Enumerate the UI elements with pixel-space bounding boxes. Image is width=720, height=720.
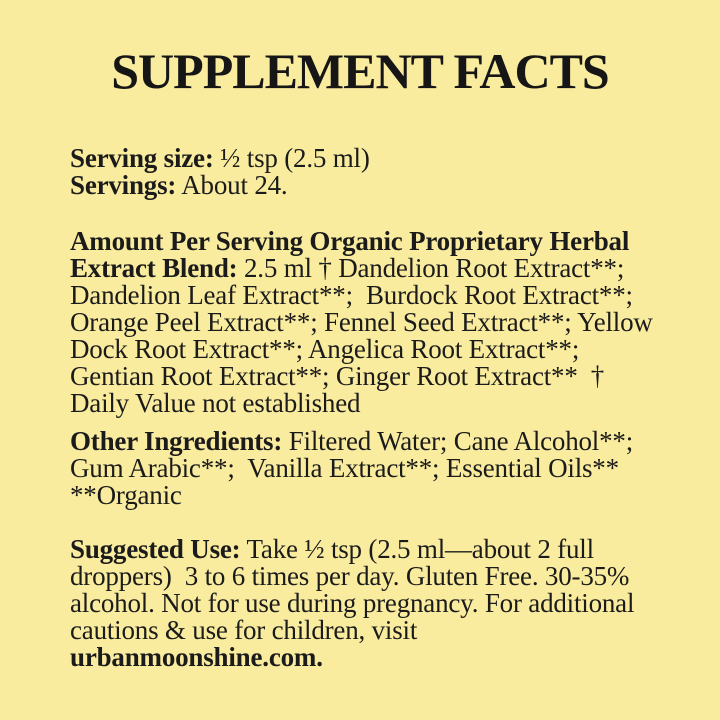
text-run: Orange Peel Extract**; Fennel Seed Extract**; Yellow	[70, 307, 653, 337]
text-line	[70, 644, 650, 671]
text-line	[70, 455, 650, 482]
text-line	[70, 336, 650, 363]
text-line	[70, 363, 650, 390]
text-line	[70, 563, 650, 590]
text-run: Take ½ tsp (2.5 ml—about 2 full	[240, 534, 594, 564]
text-line	[70, 172, 650, 199]
text-line	[70, 307, 653, 337]
label-title: SUPPLEMENT FACTS	[111, 43, 609, 99]
text-line	[70, 428, 650, 455]
text-run: cautions & use for children, visit	[70, 615, 418, 645]
text-run: **Organic	[70, 480, 182, 510]
text-run: droppers) 3 to 6 times per day. Gluten Free. 30-35%	[70, 561, 630, 591]
label-content	[0, 145, 720, 671]
bold-text-run: Other Ingredients:	[70, 426, 283, 456]
bold-text-run: urbanmoonshine.com.	[70, 642, 323, 672]
text-line	[70, 282, 650, 309]
text-run: Gum Arabic**; Vanilla Extract**; Essential Oils**	[70, 453, 619, 483]
text-line	[70, 228, 650, 255]
text-line	[70, 255, 650, 282]
text-run: alcohol. Not for use during pregnancy. For additional	[70, 588, 635, 618]
text-run: Dock Root Extract**; Angelica Root Extract**;	[70, 334, 580, 364]
bold-text-run: Servings:	[70, 170, 177, 200]
text-run: About 24.	[176, 170, 288, 200]
text-run: Gentian Root Extract**; Ginger Root Extract** †	[70, 361, 605, 391]
text-run: Daily Value not established	[70, 388, 361, 418]
bold-text-run: Suggested Use:	[70, 534, 241, 564]
text-line	[70, 617, 650, 644]
text-run: ½ tsp (2.5 ml)	[213, 143, 370, 173]
serving-info-section	[70, 145, 650, 199]
bold-text-run: Amount Per Serving Organic Proprietary Herbal	[70, 226, 630, 256]
suggested-use-section	[70, 536, 650, 671]
text-line	[70, 590, 650, 617]
text-line	[70, 145, 650, 172]
bold-text-run: Extract Blend:	[70, 253, 238, 283]
text-line	[70, 482, 650, 509]
text-run: Filtered Water; Cane Alcohol**;	[282, 426, 634, 456]
text-line	[70, 390, 650, 417]
bold-text-run: Serving size:	[70, 143, 214, 173]
other-ingredients-section	[70, 428, 650, 509]
text-run: Dandelion Leaf Extract**; Burdock Root Extract**;	[70, 280, 633, 310]
text-line	[70, 536, 650, 563]
herbal-blend-section	[70, 226, 653, 418]
text-run: 2.5 ml † Dandelion Root Extract**;	[237, 253, 625, 283]
